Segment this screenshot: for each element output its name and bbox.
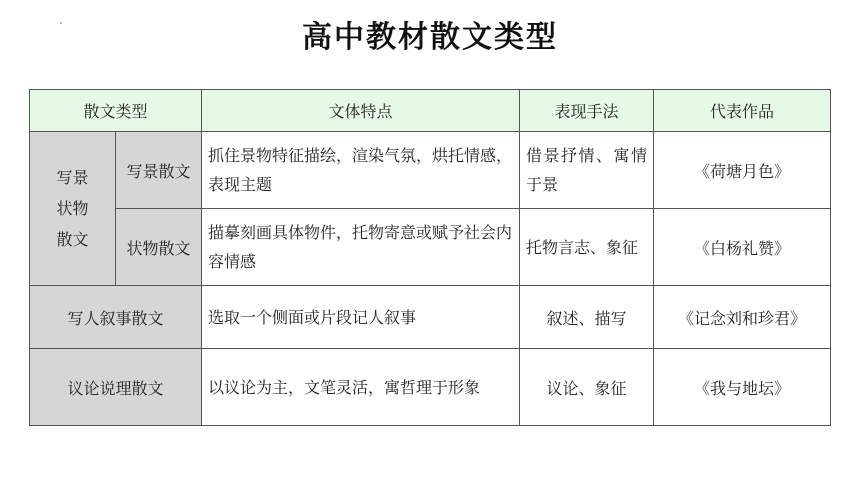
technique-cell: 叙述、描写 [520,286,654,349]
table-row [30,286,831,349]
subtype-cell: 状物散文 [116,209,202,286]
works-cell: 《荷塘月色》 [654,132,831,209]
group-cell [30,132,116,286]
type-cell: 写人叙事散文 [30,286,202,349]
header-features: 文体特点 [202,90,520,132]
header-works: 代表作品 [654,90,831,132]
table-header-row [30,90,831,132]
table-row [30,209,831,286]
table-row [30,132,831,209]
subtype-cell: 写景散文 [116,132,202,209]
works-cell: 《白杨礼赞》 [654,209,831,286]
type-cell: 议论说理散文 [30,349,202,426]
technique-cell: 托物言志、象征 [520,209,654,286]
group-label: 写景 状物 散文 [56,168,89,249]
table-row [30,349,831,426]
works-cell: 《记念刘和珍君》 [654,286,831,349]
features-cell: 选取一个侧面或片段记人叙事 [202,286,520,349]
header-technique: 表现手法 [520,90,654,132]
page-title: 高中教材散文类型 [302,20,558,55]
features-cell: 以议论为主，文笔灵活，寓哲理于形象 [202,349,520,426]
prose-types-table [29,89,831,426]
technique-cell: 议论、象征 [520,349,654,426]
header-type: 散文类型 [30,90,202,132]
features-cell: 描摹刻画具体物件，托物寄意或赋予社会内容情感 [202,209,520,286]
works-cell: 《我与地坛》 [654,349,831,426]
features-cell: 抓住景物特征描绘，渲染气氛，烘托情感，表现主题 [202,132,520,209]
technique-cell: 借景抒情、寓情于景 [520,132,654,209]
